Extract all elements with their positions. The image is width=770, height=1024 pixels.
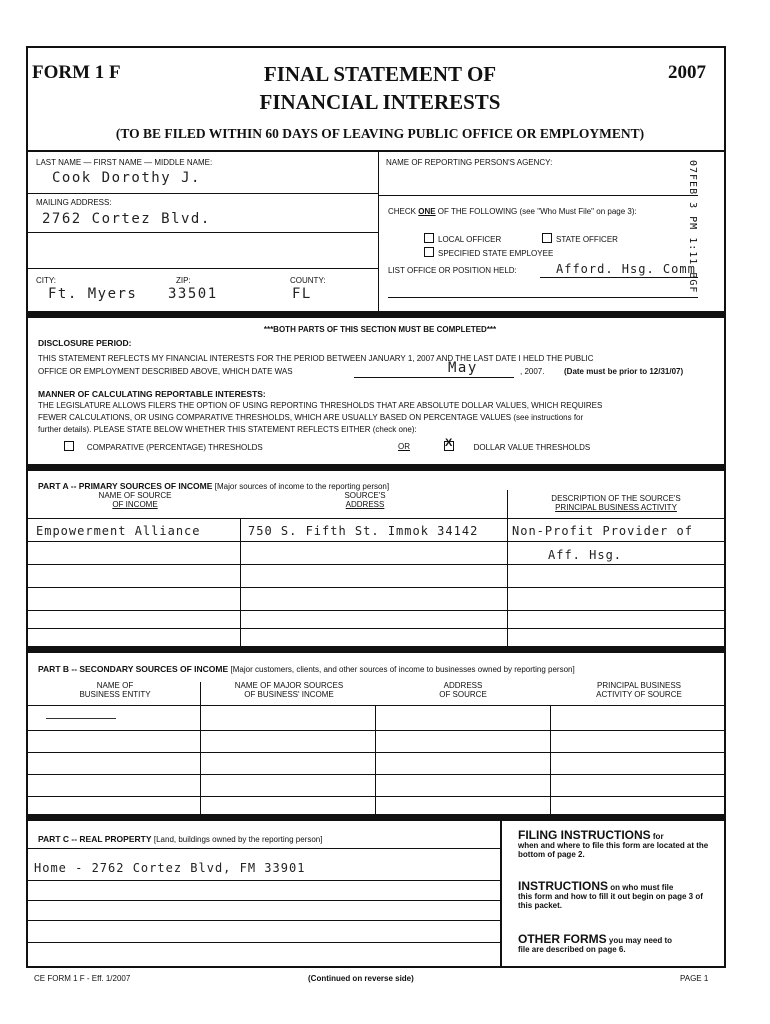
address-value[interactable]: 2762 Cortez Blvd. [42,211,211,227]
form-year: 2007 [668,62,706,83]
footer-continued: (Continued on reverse side) [308,974,414,983]
period-date-value[interactable]: May [448,360,478,376]
part-a-col2-label: SOURCE'S ADDRESS [344,491,386,509]
option-specified-employee[interactable]: SPECIFIED STATE EMPLOYEE [424,247,553,258]
manner-heading: MANNER OF CALCULATING REPORTABLE INTERESTS: [38,389,266,399]
checkbox-icon[interactable] [424,247,434,257]
period-note: (Date must be prior to 12/31/07) [564,367,684,376]
option-comparative[interactable]: COMPARATIVE (PERCENTAGE) THRESHOLDS [64,441,263,452]
part-a-row1-source[interactable]: Empowerment Alliance [36,524,201,538]
part-a-col3-label: DESCRIPTION OF THE SOURCE'S PRINCIPAL BUSINESS ACTIVITY [551,494,681,512]
part-a-col1-label: NAME OF SOURCE OF INCOME [98,491,172,509]
part-b-col2-label: NAME OF MAJOR SOURCES OF BUSINESS' INCOME [234,681,344,699]
part-b-heading: PART B -- SECONDARY SOURCES OF INCOME [Major customers, clients, and other sources of income to businesses owned by reporting person] [38,664,575,674]
city-value[interactable]: Ft. Myers [48,286,138,302]
position-label: LIST OFFICE OR POSITION HELD: [388,266,517,275]
manner-text2: FEWER CALCULATIONS, OR USING COMPARATIVE THRESHOLDS, WHICH ARE USUALLY BASED ON PERCENTAGE VALUES (see instructions for [38,413,584,422]
part-b-col4-label: PRINCIPAL BUSINESS ACTIVITY OF SOURCE [596,681,682,699]
part-a-row1-desc[interactable]: Non-Profit Provider of [512,524,693,538]
period-heading: DISCLOSURE PERIOD: [38,338,132,348]
manner-text1: THE LEGISLATURE ALLOWS FILERS THE OPTION OF USING REPORTING THRESHOLDS THAT ARE ABSOLUTE DOLLAR VALUES, WHICH REQUIRES [38,401,603,410]
both-parts-notice: ***BOTH PARTS OF THIS SECTION MUST BE COMPLETED*** [263,325,497,334]
checkbox-icon[interactable] [424,233,434,243]
period-year: , 2007. [520,367,545,376]
title-line2: FINANCIAL INTERESTS [259,90,501,114]
part-b-row1-dash [46,718,116,719]
instructions-note: INSTRUCTIONS on who must file this form and how to fill it out begin on page 3 of this packet. [518,879,703,910]
check-instruction: CHECK ONE OF THE FOLLOWING (see "Who Must File" on page 3): [388,207,637,216]
part-c-row1[interactable]: Home - 2762 Cortez Blvd, FM 33901 [34,861,306,875]
filing-instructions: FILING INSTRUCTIONS for when and where to file this form are located at the bottom of page 2. [518,828,709,859]
footer-form-id: CE FORM 1 F - Eff. 1/2007 [34,974,131,983]
other-forms-note: OTHER FORMS you may need to file are described on page 6. [518,932,673,954]
option-state-officer[interactable]: STATE OFFICER [542,233,618,244]
part-a-heading: PART A -- PRIMARY SOURCES OF INCOME [Major sources of income to the reporting person] [38,481,390,491]
checkbox-icon[interactable] [64,441,74,451]
or-text: OR [398,442,410,451]
part-b-col1-label: NAME OF BUSINESS ENTITY [79,681,151,699]
part-a-row1-desc-cont[interactable]: Aff. Hsg. [548,548,623,562]
part-b-col3-label: ADDRESS OF SOURCE [439,681,487,699]
received-stamp: 07FEB 3 PM 1:11 BGF [687,160,698,294]
name-value[interactable]: Cook Dorothy J. [52,170,201,186]
form-id: FORM 1 F [32,62,121,83]
period-text2: OFFICE OR EMPLOYMENT DESCRIBED ABOVE, WHICH DATE WAS [38,367,293,376]
option-local-officer[interactable]: LOCAL OFFICER [424,233,501,244]
title-line1: FINAL STATEMENT OF [263,62,497,86]
zip-value[interactable]: 33501 [168,286,218,302]
county-label: COUNTY: [290,276,326,285]
checkbox-icon[interactable] [542,233,552,243]
footer-page: PAGE 1 [680,974,709,983]
part-c-heading: PART C -- REAL PROPERTY [Land, buildings owned by the reporting person] [38,834,323,844]
county-value[interactable]: FL [292,286,312,302]
city-label: CITY: [36,276,57,285]
period-text1: THIS STATEMENT REFLECTS MY FINANCIAL INTERESTS FOR THE PERIOD BETWEEN JANUARY 1, 2007 AND THE LAST DATE I HELD THE PUBLIC [38,354,594,363]
manner-text3: further details). PLEASE STATE BELOW WHETHER THIS STATEMENT REFLECTS EITHER (check one): [38,425,417,434]
checked-box-icon[interactable] [444,441,454,451]
address-label: MAILING ADDRESS: [36,198,112,207]
position-value[interactable]: Afford. Hsg. Comm [556,262,696,276]
zip-label: ZIP: [176,276,191,285]
subtitle: (TO BE FILED WITHIN 60 DAYS OF LEAVING PUBLIC OFFICE OR EMPLOYMENT) [115,126,645,141]
agency-label: NAME OF REPORTING PERSON'S AGENCY: [386,158,553,167]
name-label: LAST NAME — FIRST NAME — MIDDLE NAME: [36,158,213,167]
part-a-row1-address[interactable]: 750 S. Fifth St. Immok 34142 [248,524,479,538]
option-dollar-value[interactable]: X DOLLAR VALUE THRESHOLDS [444,441,590,452]
